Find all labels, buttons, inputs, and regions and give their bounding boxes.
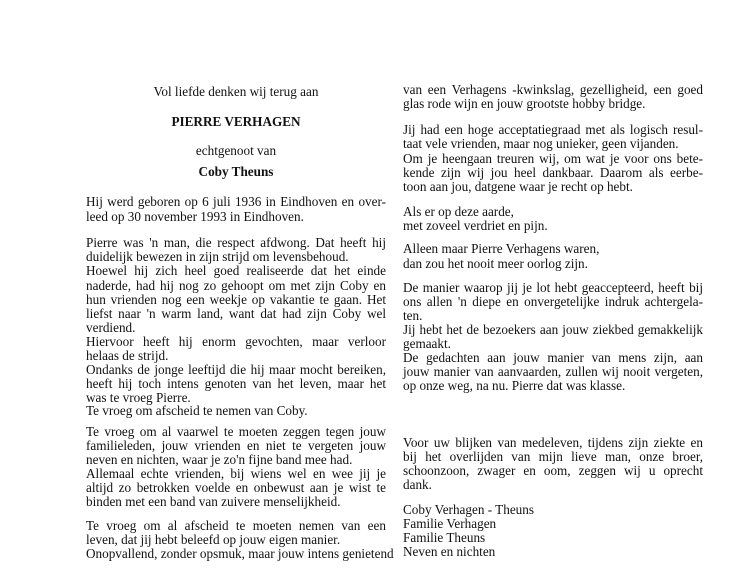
text-line: Hoewel hij zich heel goed realiseerde dat het einde	[86, 263, 386, 278]
text-line: ons allen 'n diepe en onvergetelijke indruk achtergela-	[403, 294, 703, 309]
text-line: De gedachten aan jouw manier van mens zijn, aan	[403, 350, 703, 365]
text-line: heeft hij toch intens genoten van het leven, maar het	[86, 376, 386, 391]
text-line: taat vele vrienden, maar nog unieker, geen vijanden.	[403, 136, 679, 151]
text-line: liefst naar 'n warm land, want dat had zijn Coby wel	[86, 306, 386, 321]
text-line: duidelijk bewezen in zijn strijd om levensbehoud.	[86, 249, 349, 264]
text-line: hun vrienden nog een weekje op vakantie te gaan. Het	[86, 292, 386, 307]
signature-line: Familie Theuns	[403, 530, 486, 545]
text-line: naderde, had hij nog zo gehoopt om met zijn Coby en	[86, 278, 386, 293]
text-line: van een Verhagens -kwinkslag, gezelligheid, een goed	[403, 82, 703, 97]
text-line: gemaakt.	[403, 336, 451, 351]
relation-line: echtgenoot van	[195, 143, 277, 158]
text-line: kende zijn wij jou heel dankbaar. Daarom als eerbe-	[403, 165, 703, 180]
text-line: verdiend.	[86, 320, 136, 335]
poem-line: met zoveel verdriet en pijn.	[403, 218, 548, 233]
text-line: binden met een band van zuivere menselijkheid.	[86, 494, 341, 509]
text-line: Jij hebt het de bezoekers aan jouw ziekbed gemakkelijk	[403, 322, 703, 337]
text-line: glas rode wijn en jouw grootste hobby bridge.	[403, 96, 646, 111]
deceased-name: PIERRE VERHAGEN	[171, 114, 301, 129]
signature-line: Neven en nichten	[403, 544, 496, 559]
text-line: altijd zo betrokken voelde en onbewust aan je wist te	[86, 480, 386, 495]
poem-line: Alleen maar Pierre Verhagens waren,	[403, 241, 600, 256]
text-line: jouw manier van aanvaarden, zullen wij nooit vergeten,	[403, 364, 703, 379]
text-line: Te vroeg om afscheid te nemen van Coby.	[86, 403, 308, 418]
poem-line: dan zou het nooit meer oorlog zijn.	[403, 256, 588, 271]
text-line: Te vroeg om al vaarwel te moeten zeggen tegen jouw	[86, 424, 386, 439]
text-line: helaas de strijd.	[86, 348, 169, 363]
text-line: Te vroeg om al afscheid te moeten nemen van een	[86, 518, 386, 533]
thanks-line: schoonzoon, zwager en oom, zeggen wij u oprecht	[403, 463, 703, 478]
text-line: leed op 30 november 1993 in Eindhoven.	[86, 209, 304, 224]
signature-line: Coby Verhagen - Theuns	[403, 502, 534, 517]
thanks-line: Voor uw blijken van medeleven, tijdens zijn ziekte en	[403, 435, 703, 450]
text-line: ten.	[403, 308, 423, 323]
signature-line: Familie Verhagen	[403, 516, 497, 531]
poem-line: Als er op deze aarde,	[403, 204, 514, 219]
text-line: Hij werd geboren op 6 juli 1936 in Eindhoven en over-	[86, 194, 386, 209]
spouse-name: Coby Theuns	[198, 164, 274, 179]
text-line: toon aan jou, datgene waar je recht op hebt.	[403, 179, 633, 194]
text-line: Jij had een hoge acceptatiegraad met als logisch resul-	[403, 122, 703, 137]
text-line: op onze weg, na nu. Pierre dat was klasse.	[403, 378, 626, 393]
text-line: Ondanks de jonge leeftijd die hij maar mocht bereiken,	[86, 362, 386, 377]
thanks-line: bij het overlijden van mijn lieve man, onze broer,	[403, 449, 703, 464]
text-line: was te vroeg Pierre.	[86, 390, 191, 405]
text-line: Pierre was 'n man, die respect afdwong. Dat heeft hij	[86, 235, 386, 250]
text-line: Allemaal echte vrienden, bij wiens wel en wee jij je	[86, 466, 386, 481]
text-line: leven, dat jij hebt beleefd op jouw eigen manier.	[86, 532, 341, 547]
text-line: Onopvallend, zonder opsmuk, maar jouw intens genietend	[86, 546, 394, 561]
text-line: familieleden, jouw vrienden en niet te vergeten jouw	[86, 438, 386, 453]
text-line: Hiervoor heeft hij enorm gevochten, maar verloor	[86, 334, 386, 349]
text-line: neven en nichten, waar je zo'n fijne band mee had.	[86, 452, 353, 467]
intro-line: Vol liefde denken wij terug aan	[153, 84, 319, 99]
text-line: De manier waarop jij je lot hebt geaccepteerd, heeft bij	[403, 280, 703, 295]
text-line: Om je heengaan treuren wij, om wat je voor ons bete-	[403, 151, 703, 166]
thanks-line: dank.	[403, 477, 432, 492]
